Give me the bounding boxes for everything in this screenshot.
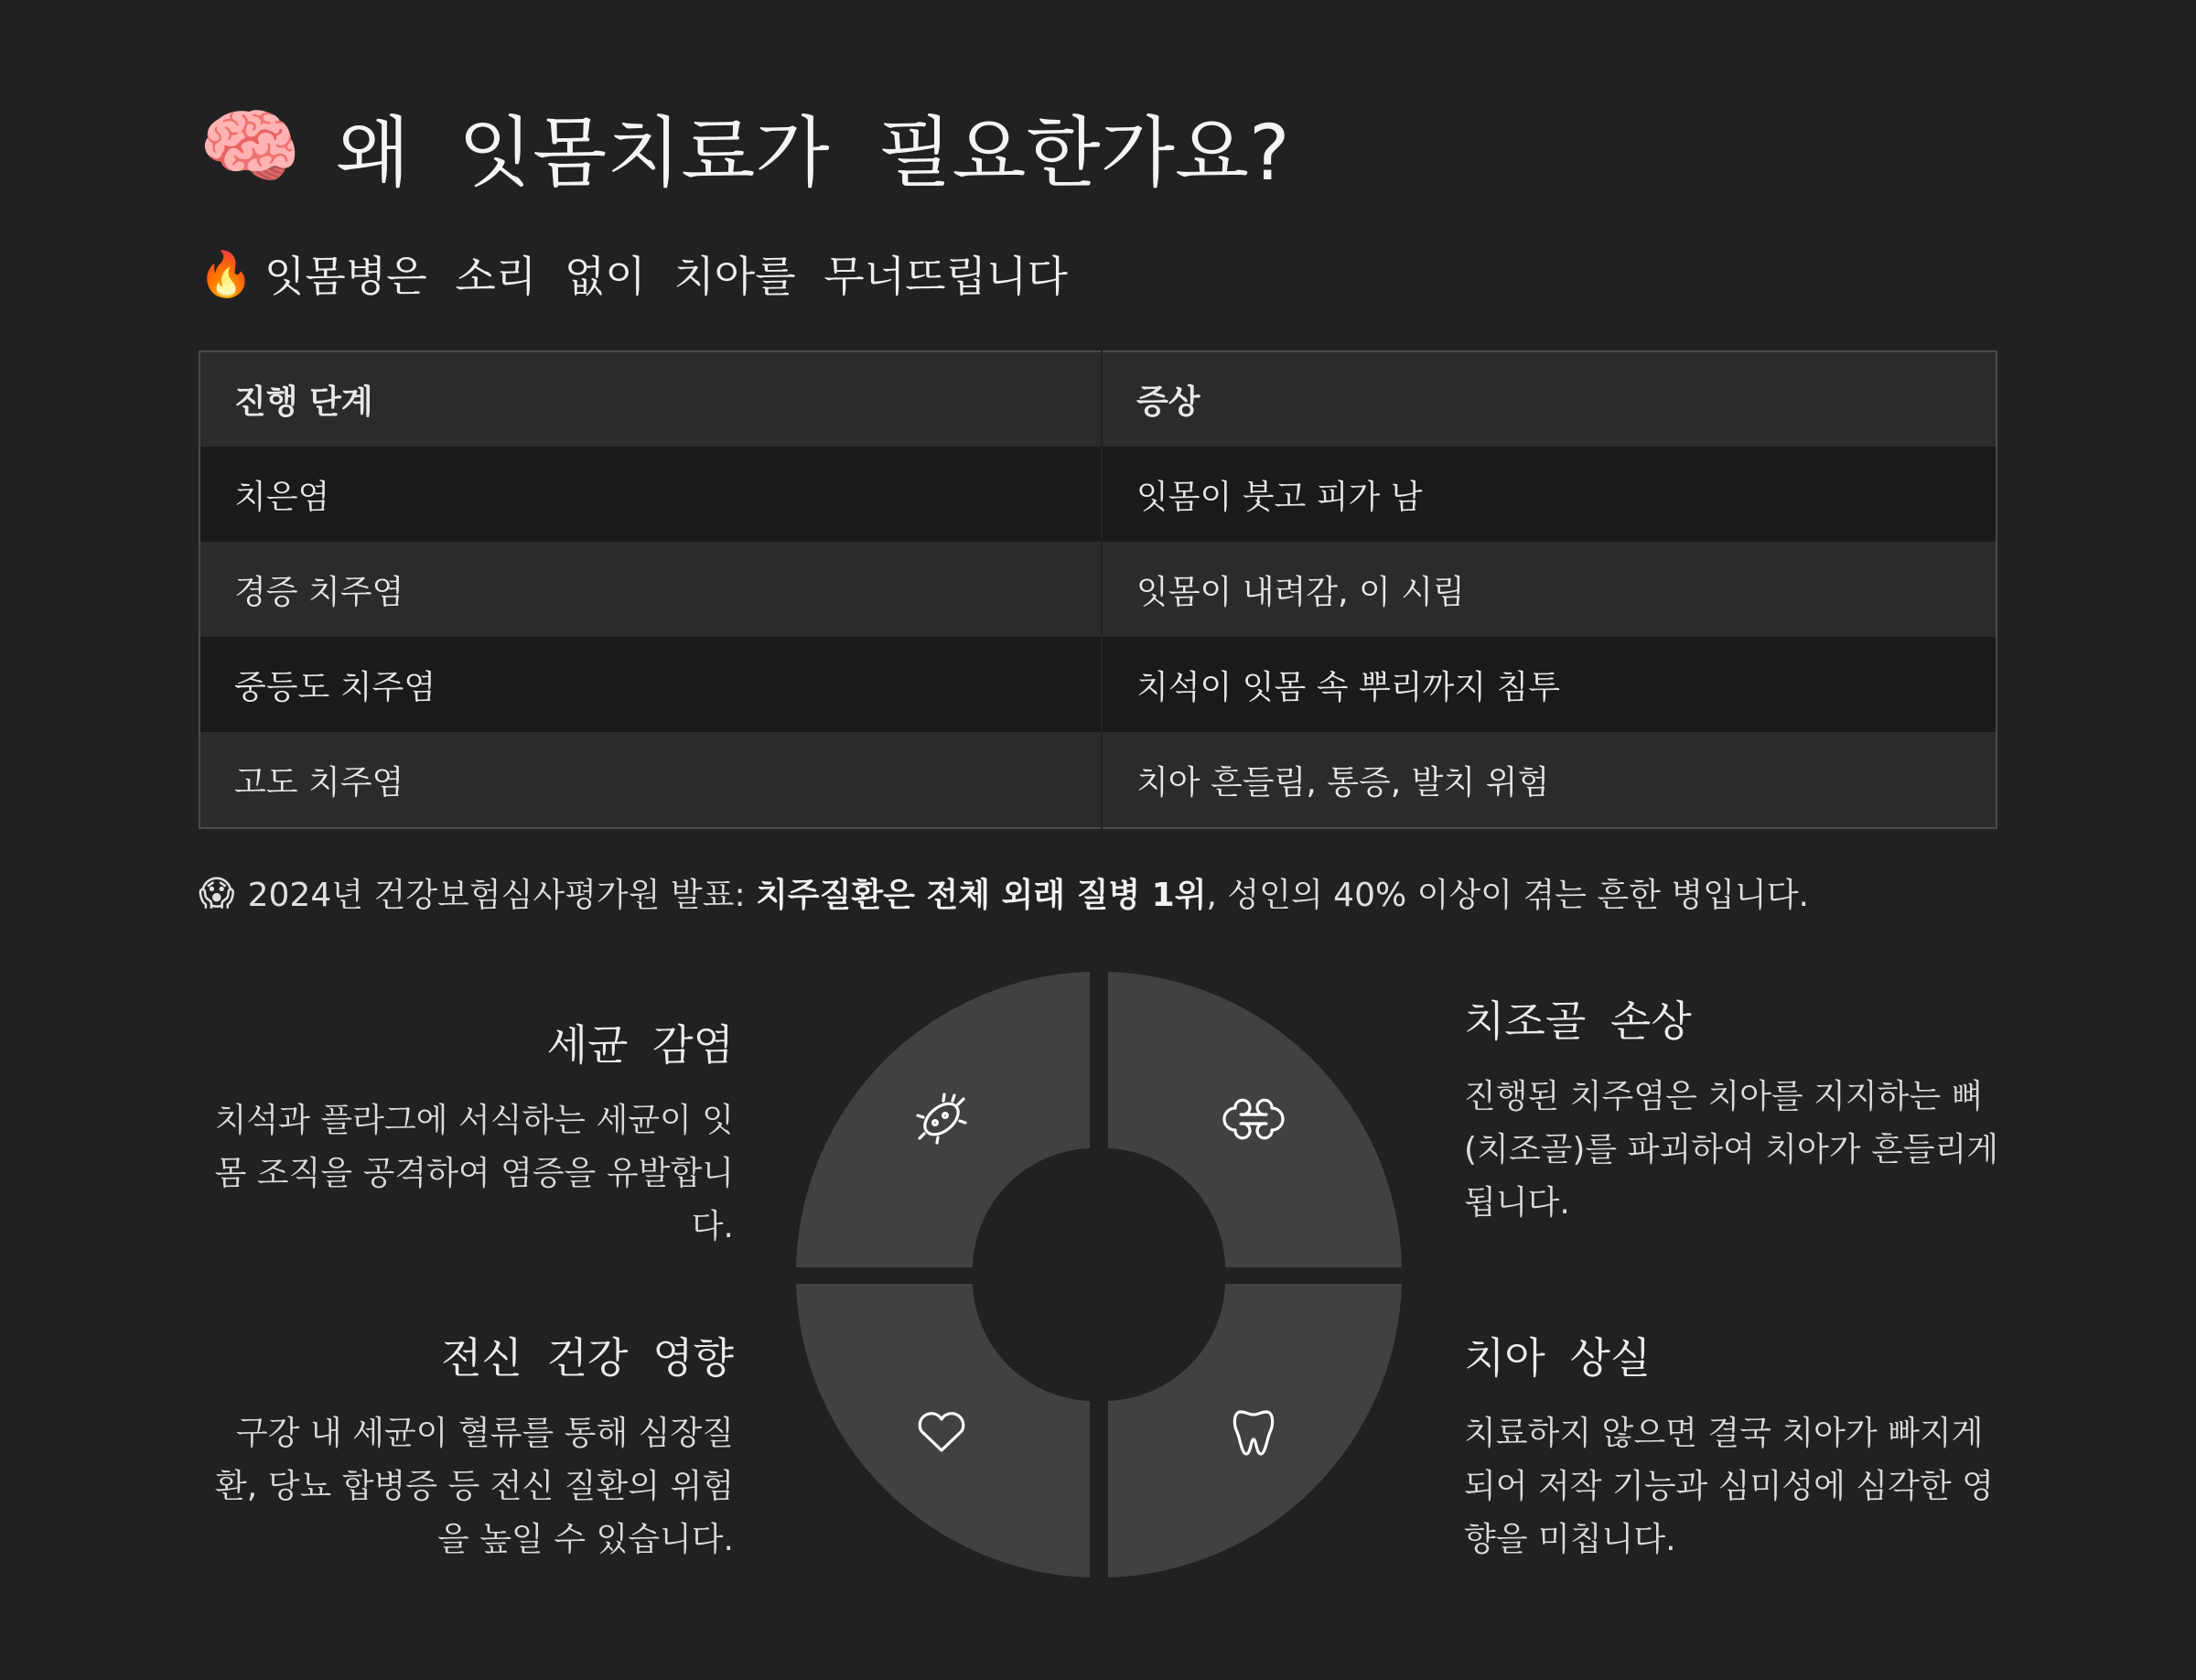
table-row	[199, 447, 1997, 542]
cycle-item-title: 치아 상실	[1464, 1333, 1652, 1383]
stages-table	[199, 350, 1997, 829]
note-suffix: , 성인의 40% 이상이 겪는 흔한 병입니다.	[1206, 877, 1809, 914]
table-row	[199, 732, 1997, 828]
stage-cell: 중등도 치주염	[199, 637, 1102, 732]
screaming-face-icon: 😱	[199, 872, 235, 913]
table-header-row	[199, 351, 1997, 447]
cycle-item-description: 구강 내 세균이 혈류를 통해 심장질환, 당뇨 합병증 등 전신 질환의 위험을 높일 수 있습니다.	[215, 1415, 734, 1558]
page-title	[199, 92, 1290, 202]
table-row	[199, 542, 1997, 637]
cycle-item-title: 치조골 손상	[1464, 996, 1692, 1046]
cycle-diagram	[785, 961, 1413, 1588]
symptom-cell: 치아 흔들림, 통증, 발치 위험	[1102, 732, 1997, 828]
stage-cell: 치은염	[199, 447, 1102, 542]
column-header-stage: 진행 단계	[199, 351, 1102, 447]
cycle-item-tooth-loss	[1464, 1325, 1999, 1567]
section-subtitle	[199, 243, 1068, 304]
segment-top-right	[1108, 972, 1402, 1267]
brain-icon: 🧠	[199, 99, 302, 195]
cycle-segments	[796, 972, 1402, 1578]
fire-icon: 🔥	[199, 248, 253, 300]
page-title-text: 왜 잇몸치료가 필요한가요?	[336, 108, 1290, 198]
statistic-note	[199, 869, 1809, 916]
column-header-symptom: 증상	[1102, 351, 1997, 447]
cycle-item-bacteria	[199, 1012, 734, 1254]
stage-cell: 고도 치주염	[199, 732, 1102, 828]
segment-bottom-right	[1108, 1284, 1402, 1578]
cycle-item-title: 세균 감염	[546, 1020, 734, 1070]
cycle-item-description: 치석과 플라그에 서식하는 세균이 잇몸 조직을 공격하여 염증을 유발합니다.	[214, 1102, 734, 1245]
note-prefix: 2024년 건강보험심사평가원 발표:	[247, 877, 757, 914]
symptom-cell: 치석이 잇몸 속 뿌리까지 침투	[1102, 637, 1997, 732]
cycle-item-title: 전신 건강 영향	[441, 1333, 734, 1383]
cycle-item-systemic-health	[199, 1325, 734, 1567]
cycle-item-description: 치료하지 않으면 결국 치아가 빠지게 되어 저작 기능과 심미성에 심각한 영향을 미칩니다.	[1464, 1415, 1994, 1558]
cycle-item-bone-damage	[1464, 988, 1999, 1230]
table-row	[199, 637, 1997, 732]
section-subtitle-text: 잇몸병은 소리 없이 치아를 무너뜨립니다	[264, 252, 1068, 301]
symptom-cell: 잇몸이 내려감, 이 시림	[1102, 542, 1997, 637]
segment-bottom-left	[796, 1284, 1090, 1578]
note-highlight: 치주질환은 전체 외래 질병 1위	[756, 877, 1207, 914]
segment-top-left	[796, 972, 1090, 1267]
note-text	[248, 869, 1809, 916]
stage-cell: 경증 치주염	[199, 542, 1102, 637]
cycle-item-description: 진행된 치주염은 치아를 지지하는 뼈(치조골)를 파괴하여 치아가 흔들리게 됩니다.	[1464, 1078, 1999, 1222]
symptom-cell: 잇몸이 붓고 피가 남	[1102, 447, 1997, 542]
